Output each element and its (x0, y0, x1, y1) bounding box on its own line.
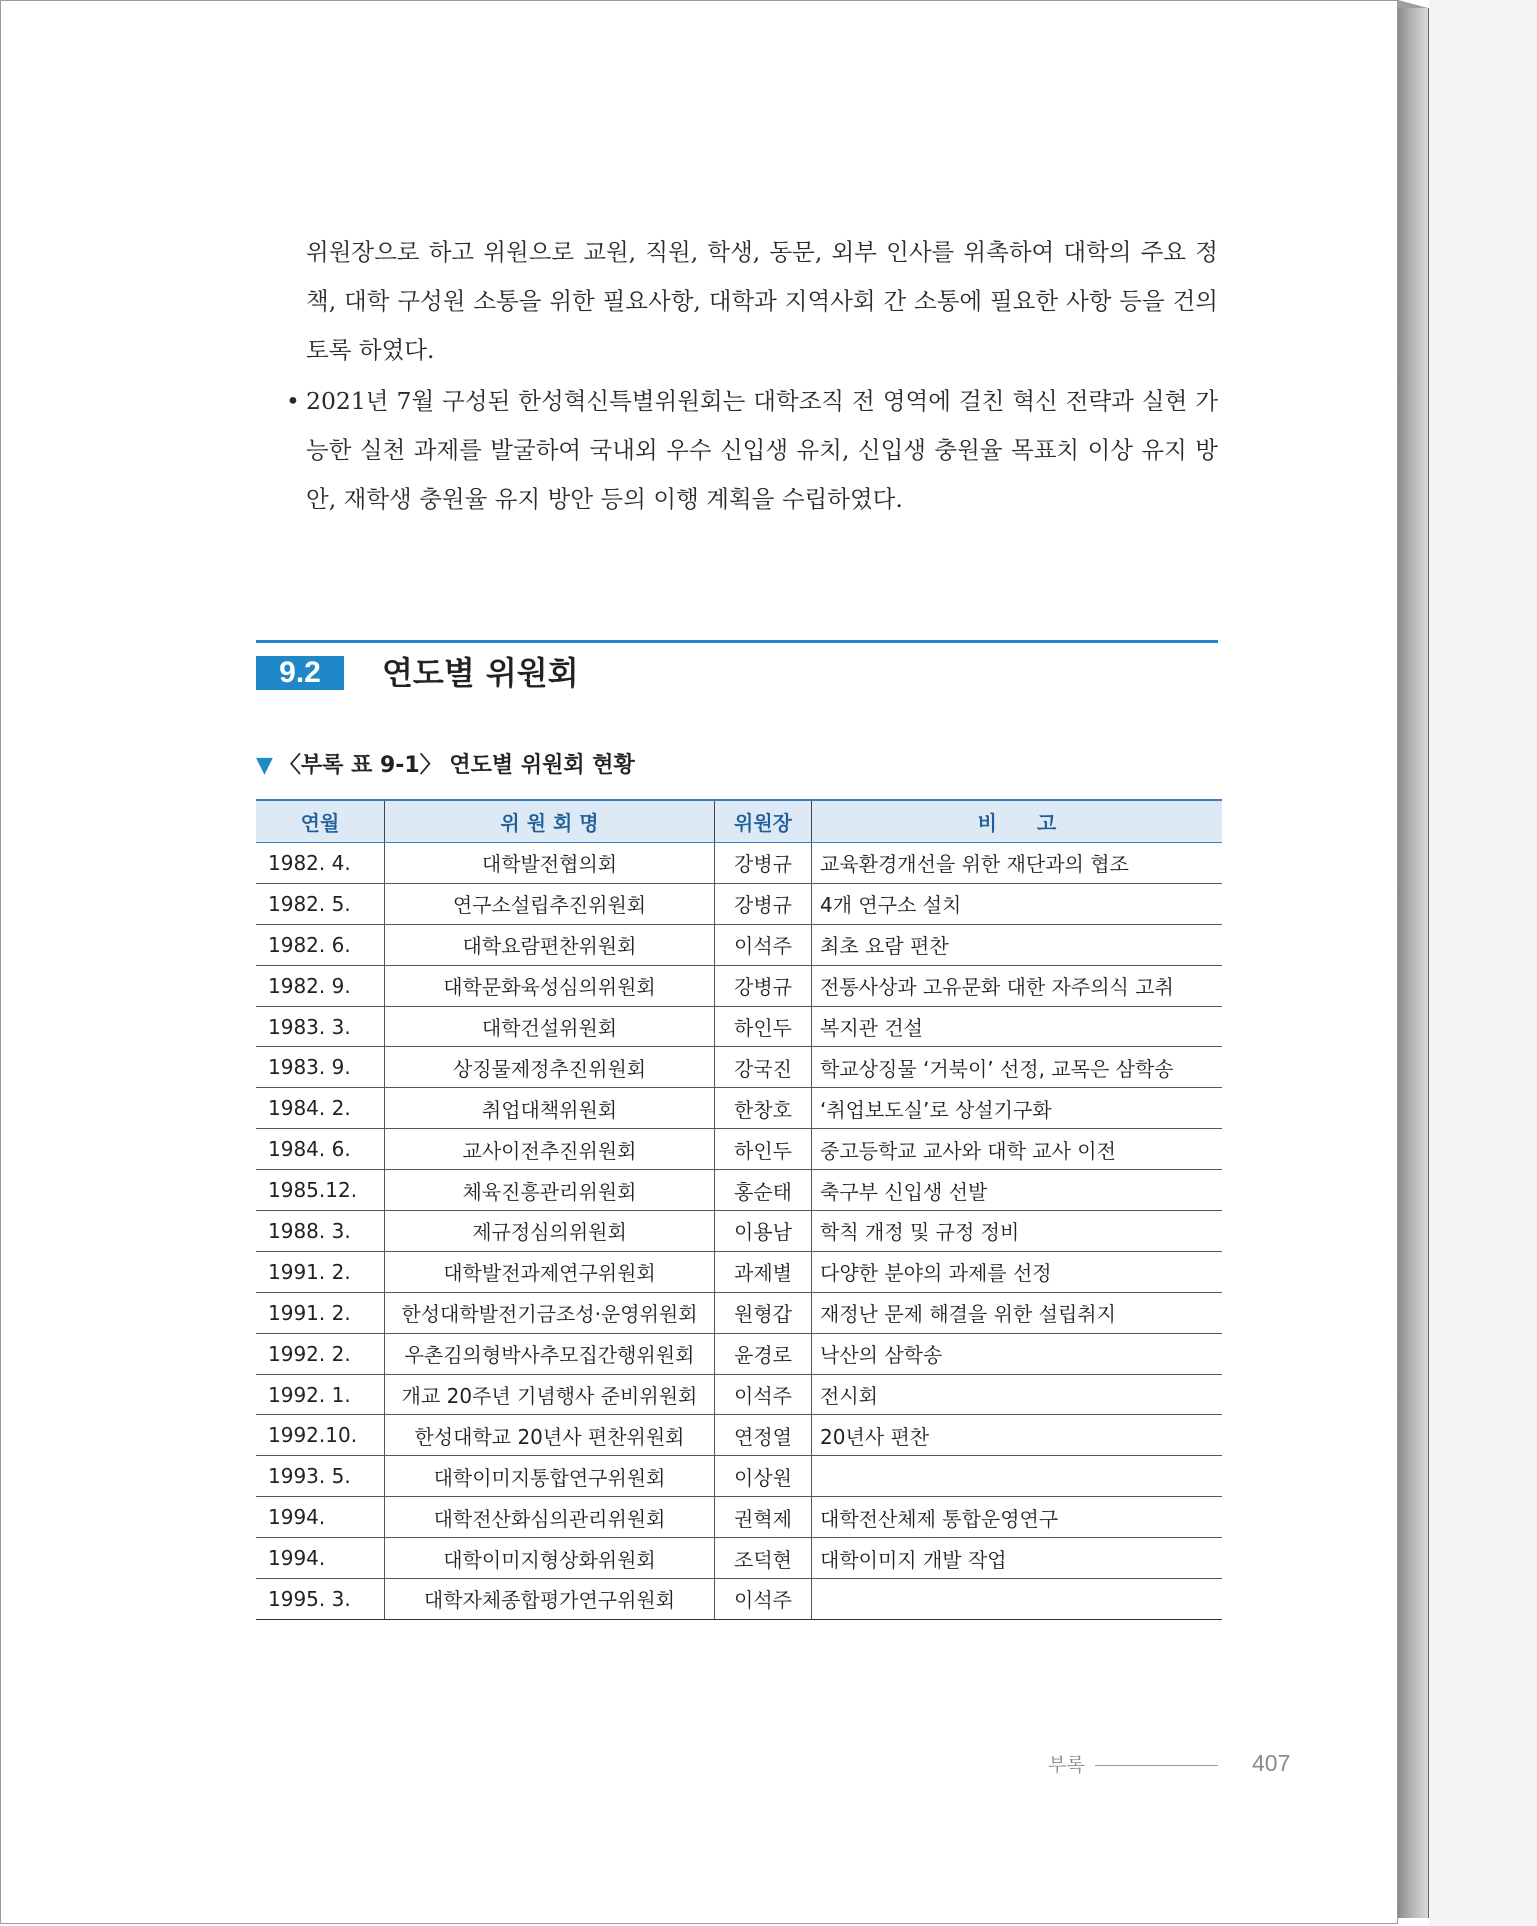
cell-remarks: 중고등학교 교사와 대학 교사 이전 (812, 1129, 1223, 1170)
header-date: 연월 (256, 800, 385, 843)
cell-committee: 우촌김의형박사추모집간행위원회 (385, 1333, 715, 1374)
cell-committee: 대학건설위원회 (385, 1006, 715, 1047)
cell-committee: 대학요람편찬위원회 (385, 924, 715, 965)
cell-date: 1985.12. (256, 1170, 385, 1211)
table-row (256, 1456, 1222, 1497)
page-number: 407 (1252, 1750, 1291, 1776)
cell-chair: 조덕현 (715, 1538, 812, 1579)
cell-date: 1982. 9. (256, 965, 385, 1006)
header-chair: 위원장 (715, 800, 812, 843)
cell-remarks: 대학전산체제 통합운영연구 (812, 1497, 1223, 1538)
cell-date: 1993. 5. (256, 1456, 385, 1497)
table-row (256, 1497, 1222, 1538)
table-row (256, 1333, 1222, 1374)
cell-remarks: 20년사 편찬 (812, 1415, 1223, 1456)
cell-date: 1994. (256, 1497, 385, 1538)
table-row (256, 1088, 1222, 1129)
cell-date: 1992. 1. (256, 1374, 385, 1415)
cell-committee: 체육진흥관리위원회 (385, 1170, 715, 1211)
section-number: 9.2 (256, 656, 344, 690)
cell-date: 1983. 9. (256, 1047, 385, 1088)
cell-remarks: 낙산의 삼학송 (812, 1333, 1223, 1374)
cell-committee: 연구소설립추진위원회 (385, 883, 715, 924)
bullet-marker: • (286, 387, 300, 415)
table-row (256, 1415, 1222, 1456)
cell-remarks: 재정난 문제 해결을 위한 설립취지 (812, 1292, 1223, 1333)
cell-date: 1992. 2. (256, 1333, 385, 1374)
header-remarks: 비 고 (812, 800, 1223, 843)
table-row (256, 1251, 1222, 1292)
cell-chair: 강병규 (715, 843, 812, 884)
header-committee: 위 원 회 명 (385, 800, 715, 843)
cell-date: 1984. 2. (256, 1088, 385, 1129)
cell-remarks: 4개 연구소 설치 (812, 883, 1223, 924)
cell-remarks: 최초 요람 편찬 (812, 924, 1223, 965)
table-row (256, 1170, 1222, 1211)
cell-remarks: 교육환경개선을 위한 재단과의 협조 (812, 843, 1223, 884)
page-edge-fold (1398, 0, 1428, 8)
cell-date: 1984. 6. (256, 1129, 385, 1170)
cell-committee: 대학이미지통합연구위원회 (385, 1456, 715, 1497)
footer-rule (1095, 1765, 1218, 1766)
body-paragraph-1: 위원장으로 하고 위원으로 교원, 직원, 학생, 동문, 외부 인사를 위촉하여 대학의 주요 정책, 대학 구성원 소통을 위한 필요사항, 대학과 지역사회 간 소통에 필요한 사항 등을 건의 토록 하였다. (306, 238, 1218, 364)
cell-chair: 과제별 (715, 1251, 812, 1292)
cell-committee: 대학자체종합평가연구위원회 (385, 1579, 715, 1620)
cell-committee: 대학이미지형상화위원회 (385, 1538, 715, 1579)
cell-chair: 이용남 (715, 1211, 812, 1252)
cell-committee: 취업대책위원회 (385, 1088, 715, 1129)
table-row (256, 1129, 1222, 1170)
cell-remarks (812, 1579, 1223, 1620)
cell-committee: 한성대학교 20년사 편찬위원회 (385, 1415, 715, 1456)
body-paragraph-2: 2021년 7월 구성된 한성혁신특별위원회는 대학조직 전 영역에 걸친 혁신 전략과 실현 가능한 실천 과제를 발굴하여 국내외 우수 신입생 유치, 신입생 충원율 목표치 이상 유지 방안, 재학생 충원율 유지 방안 등의 이행 계획을 수립하였다. (306, 387, 1218, 513)
cell-date: 1982. 5. (256, 883, 385, 924)
table-row (256, 1292, 1222, 1333)
table-row (256, 1006, 1222, 1047)
cell-committee: 대학발전과제연구위원회 (385, 1251, 715, 1292)
cell-remarks: 학칙 개정 및 규정 정비 (812, 1211, 1223, 1252)
cell-chair: 연정열 (715, 1415, 812, 1456)
cell-remarks: 대학이미지 개발 작업 (812, 1538, 1223, 1579)
table-row (256, 1579, 1222, 1620)
table-header-row (256, 800, 1222, 843)
cell-remarks: 학교상징물 ‘거북이’ 선정, 교목은 삼학송 (812, 1047, 1223, 1088)
cell-date: 1994. (256, 1538, 385, 1579)
cell-chair: 홍순태 (715, 1170, 812, 1211)
cell-date: 1982. 6. (256, 924, 385, 965)
cell-chair: 윤경로 (715, 1333, 812, 1374)
cell-committee: 상징물제정추진위원회 (385, 1047, 715, 1088)
table-row (256, 843, 1222, 884)
cell-remarks: ‘취업보도실’로 상설기구화 (812, 1088, 1223, 1129)
cell-remarks: 전시회 (812, 1374, 1223, 1415)
cell-remarks: 축구부 신입생 선발 (812, 1170, 1223, 1211)
footer-section-label: 부록 (1048, 1754, 1085, 1776)
cell-chair: 강병규 (715, 965, 812, 1006)
cell-chair: 이상원 (715, 1456, 812, 1497)
table-row (256, 965, 1222, 1006)
cell-chair: 하인두 (715, 1129, 812, 1170)
cell-chair: 이석주 (715, 924, 812, 965)
table-row (256, 1211, 1222, 1252)
cell-remarks (812, 1456, 1223, 1497)
cell-date: 1991. 2. (256, 1292, 385, 1333)
cell-chair: 한창호 (715, 1088, 812, 1129)
cell-committee: 개교 20주년 기념행사 준비위원회 (385, 1374, 715, 1415)
cell-remarks: 복지관 건설 (812, 1006, 1223, 1047)
cell-chair: 강병규 (715, 883, 812, 924)
cell-committee: 대학문화육성심의위원회 (385, 965, 715, 1006)
table-row (256, 1047, 1222, 1088)
cell-date: 1992.10. (256, 1415, 385, 1456)
table-row (256, 924, 1222, 965)
section-title: 연도별 위원회 (382, 654, 579, 692)
cell-committee: 제규정심의위원회 (385, 1211, 715, 1252)
cell-chair: 강국진 (715, 1047, 812, 1088)
cell-remarks: 전통사상과 고유문화 대한 자주의식 고취 (812, 965, 1223, 1006)
table-caption (256, 748, 635, 784)
caption-triangle-icon: ▼ (256, 753, 273, 778)
cell-committee: 대학발전협의회 (385, 843, 715, 884)
cell-chair: 이석주 (715, 1579, 812, 1620)
section-rule (256, 640, 1218, 643)
background-margin (1429, 0, 1537, 1926)
cell-committee: 한성대학발전기금조성·운영위원회 (385, 1292, 715, 1333)
cell-committee: 대학전산화심의관리위원회 (385, 1497, 715, 1538)
cell-chair: 이석주 (715, 1374, 812, 1415)
cell-date: 1983. 3. (256, 1006, 385, 1047)
cell-date: 1991. 2. (256, 1251, 385, 1292)
cell-committee: 교사이전추진위원회 (385, 1129, 715, 1170)
cell-date: 1982. 4. (256, 843, 385, 884)
committee-table (256, 799, 1222, 1620)
table-row (256, 1538, 1222, 1579)
cell-chair: 하인두 (715, 1006, 812, 1047)
page-edge (1398, 8, 1429, 1918)
cell-date: 1995. 3. (256, 1579, 385, 1620)
table-caption-text: 〈부록 표 9-1〉 연도별 위원회 현황 (278, 753, 635, 778)
table-row (256, 1374, 1222, 1415)
table-row (256, 883, 1222, 924)
cell-date: 1988. 3. (256, 1211, 385, 1252)
cell-chair: 권혁제 (715, 1497, 812, 1538)
cell-chair: 원형갑 (715, 1292, 812, 1333)
cell-remarks: 다양한 분야의 과제를 선정 (812, 1251, 1223, 1292)
